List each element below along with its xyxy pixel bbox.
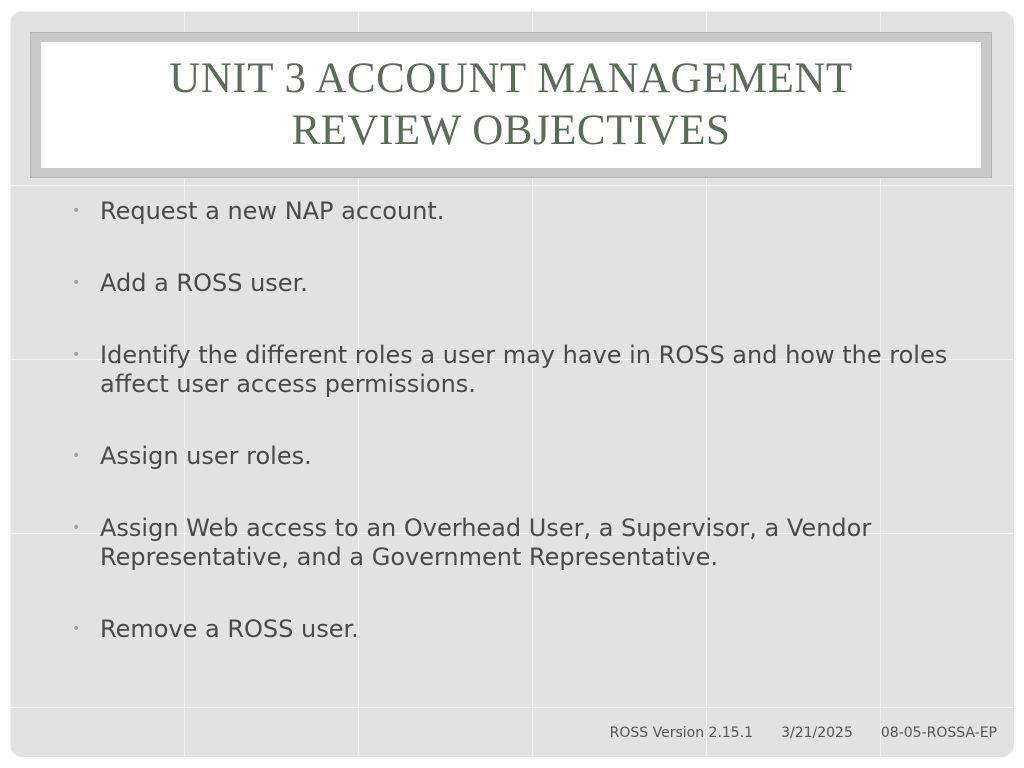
objective-item bbox=[72, 514, 952, 572]
title-frame bbox=[30, 32, 992, 178]
objective-text: Assign Web access to an Overhead User, a Supervisor, a Vendor Representative, and a Government Representative. bbox=[100, 514, 872, 571]
footer-date: 3/21/2025 bbox=[781, 725, 853, 741]
objective-item bbox=[72, 615, 952, 644]
title-box bbox=[41, 42, 981, 168]
objective-text: Identify the different roles a user may have in ROSS and how the roles affect user access permissions. bbox=[100, 341, 948, 398]
objectives-list bbox=[72, 197, 952, 687]
bullet-icon: • bbox=[72, 347, 81, 363]
bullet-icon: • bbox=[72, 621, 81, 637]
objective-text: Add a ROSS user. bbox=[100, 269, 308, 297]
objective-text: Remove a ROSS user. bbox=[100, 615, 359, 643]
bullet-icon: • bbox=[72, 275, 81, 291]
objective-item bbox=[72, 442, 952, 471]
objective-item bbox=[72, 197, 952, 226]
bullet-icon: • bbox=[72, 520, 81, 536]
footer-version: ROSS Version 2.15.1 bbox=[609, 725, 754, 741]
objective-text: Assign user roles. bbox=[100, 442, 312, 470]
objective-text: Request a new NAP account. bbox=[100, 197, 445, 225]
objective-item bbox=[72, 269, 952, 298]
footer-code: 08-05-ROSSA-EP bbox=[880, 725, 997, 741]
slide bbox=[10, 11, 1014, 757]
objective-item bbox=[72, 341, 952, 399]
bullet-icon: • bbox=[72, 448, 81, 464]
slide-title-line-2: REVIEW OBJECTIVES bbox=[291, 107, 731, 154]
slide-footer bbox=[610, 725, 997, 741]
bullet-icon: • bbox=[72, 203, 81, 219]
slide-title-line-1: UNIT 3 ACCOUNT MANAGEMENT bbox=[169, 55, 853, 102]
